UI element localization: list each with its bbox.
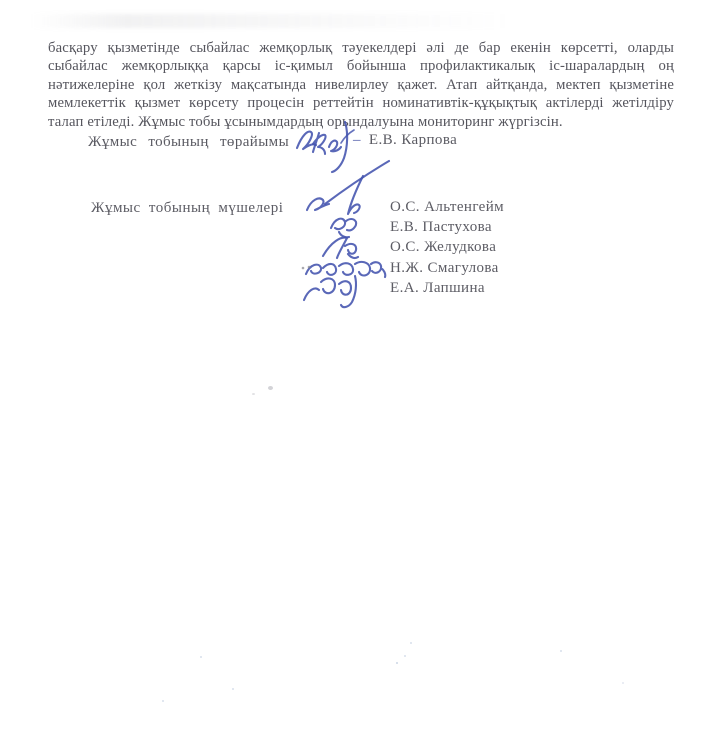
member-name: Н.Ж. Смагулова — [390, 259, 499, 276]
member-name: О.С. Альтенгейм — [390, 199, 505, 215]
scan-speck — [622, 682, 624, 684]
signature-dash: – — [353, 132, 361, 148]
member-name: О.С. Желудкова — [390, 239, 497, 256]
member-signatures-icon — [299, 156, 397, 312]
paragraph-line: басқару қызметінде сыбайлас жемқорлық тәуекелдері әлі де бар екенін көрсетті, оларды — [48, 40, 674, 56]
chair-name-text: Е.В. Карпова — [368, 132, 458, 148]
body-paragraph — [48, 39, 674, 131]
scan-speck — [560, 650, 562, 652]
scan-speck — [162, 700, 164, 702]
scan-speck — [396, 662, 398, 664]
scan-speck — [200, 656, 202, 658]
chair-name — [353, 132, 457, 149]
paragraph-line: сыбайлас жемқорлыққа қарсы іс-қимыл бойынша профилактикалық іс-шаралардың оң — [48, 58, 674, 75]
pen-dot — [302, 267, 305, 270]
scan-artifact-wisp — [30, 14, 510, 28]
paragraph-line: талап етіледі. Жұмыс тобы ұсынымдардың орындалуына мониторинг жүргізсін. — [48, 113, 563, 130]
paragraph-line: нәтижелеріне қол жеткізу мақсатында нивелирлеу қажет. Атап айтқанда, мектеп қызметіне — [48, 76, 674, 93]
member-name: Е.В. Пастухова — [390, 219, 492, 236]
pen-dot — [308, 266, 311, 269]
member-name: Е.А. Лапшина — [390, 279, 485, 296]
scan-speck — [232, 688, 234, 690]
scan-smudge — [252, 393, 255, 395]
paragraph-line: мемлекеттік қызмет көрсету процесін реттейтін номинативтік-құқықтық актілерді жетілдіру — [48, 95, 674, 112]
member-names-list — [390, 197, 504, 298]
scan-smudge — [268, 386, 273, 390]
chair-label: Жұмыс тобының төрайымы — [88, 134, 290, 150]
scan-speck — [410, 642, 412, 644]
members-label: Жұмыс тобының мүшелері — [91, 200, 284, 216]
scan-speck — [404, 655, 406, 657]
